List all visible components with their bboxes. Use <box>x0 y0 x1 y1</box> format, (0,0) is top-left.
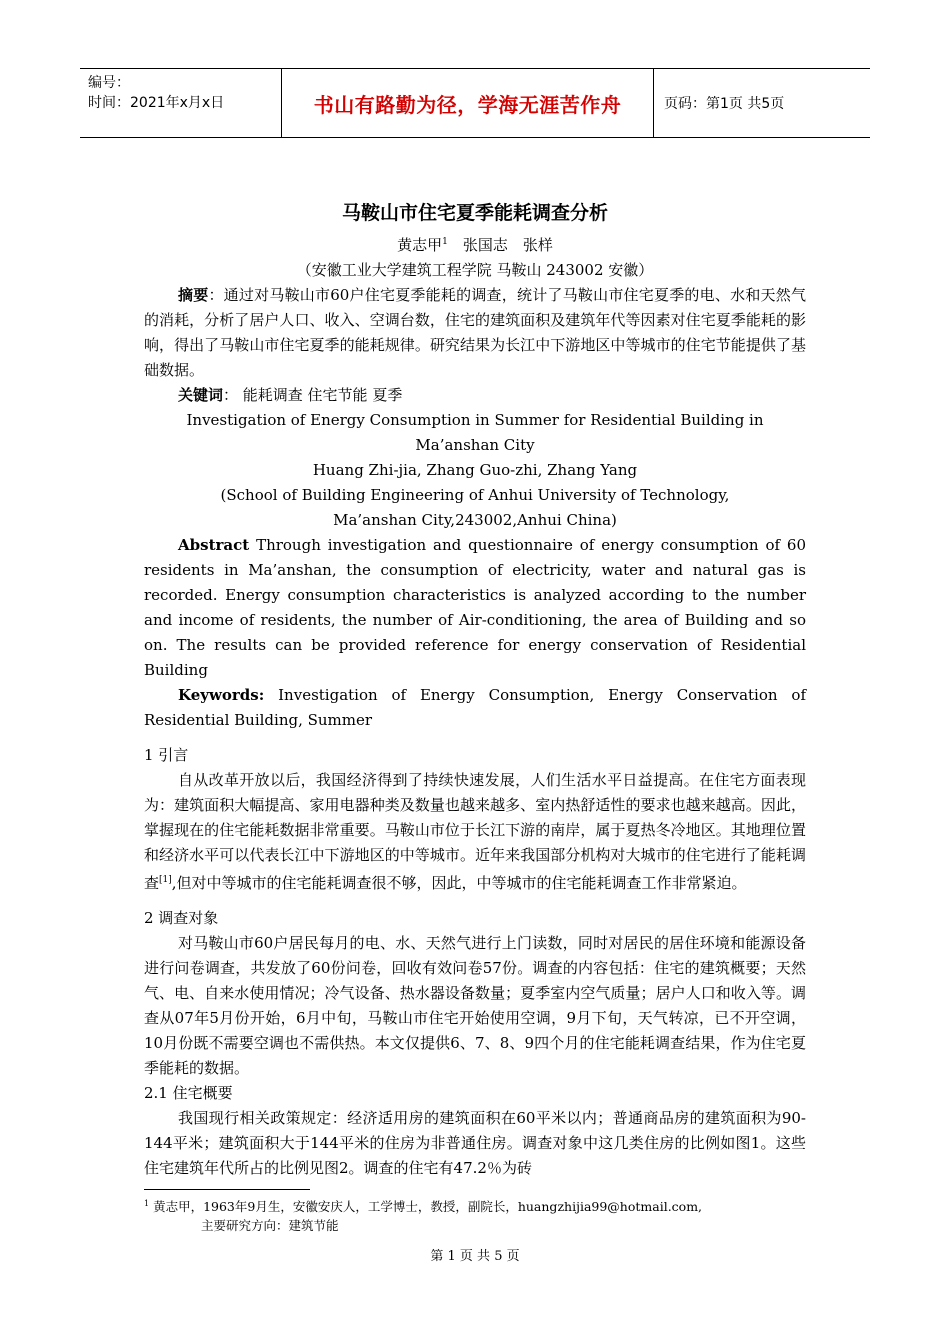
footnote-divider <box>144 1189 310 1190</box>
header-page: 页码：第1页 共5页 <box>664 96 785 112</box>
header-meta <box>80 69 282 137</box>
header-motto: 书山有路勤为径，学海无涯苦作舟 <box>313 92 622 117</box>
paper-affiliation: （安徽工业大学建筑工程学院 马鞍山 243002 安徽） <box>296 261 654 279</box>
citation: [1] <box>159 875 172 885</box>
section-2-heading: 2 调查对象 <box>144 909 219 927</box>
paper-authors: 黄志甲$^1$ 张国志 张样 <box>397 236 553 254</box>
document-header <box>80 68 870 138</box>
section-2-1-paragraph: 我国现行相关政策规定：经济适用房的建筑面积在60平米以内；普通商品房的建筑面积为90-144平米；建筑面积大于144平米的住房为非普通住房。调查对象中这几类住房的比例如图1。这些住宅建筑年代所占的比例见图2。调查的住宅有47.2％为砖 <box>144 1109 806 1177</box>
abstract-cn: 摘要：通过对马鞍山市60户住宅夏季能耗的调查，统计了马鞍山市住宅夏季的电、水和天然气的消耗，分析了居户人口、收入、空调台数，住宅的建筑面积及建筑年代等因素对住宅夏季能耗的影响，得出了马鞍山市住宅夏季的能耗规律。研究结果为长江中下游地区中等城市的住宅节能提供了基础数据。 <box>144 286 806 379</box>
section-2-1-heading: 2.1 住宅概要 <box>144 1084 233 1102</box>
footnote-line-2: 主要研究方向：建筑节能 <box>201 1218 339 1234</box>
paper-title: 马鞍山市住宅夏季能耗调查分析 <box>341 202 608 224</box>
footnote <box>144 1194 806 1235</box>
english-authors: Huang Zhi-jia, Zhang Guo-zhi, Zhang Yang <box>312 461 638 479</box>
english-affiliation: (School of Building Engineering of Anhui University of Technology, Ma’anshan City,243002,Anhui China) <box>220 486 730 529</box>
paper-body <box>144 196 806 1181</box>
footnote-line-1: $^1$ 黄志甲，1963年9月生，安徽安庆人，工学博士，教授，副院长，huangzhijia99@hotmail.com, <box>144 1199 703 1215</box>
header-time: 时间：2021年x月x日 <box>88 95 225 111</box>
keywords-en: Keywords: Investigation of Energy Consumption, Energy Conservation of Residential Building, Summer <box>144 686 806 729</box>
abstract-en: Abstract Through investigation and questionnaire of energy consumption of 60 residents in Ma’anshan, the consumption of electricity, water and natural gas is recorded. Energy consumption characteristics is analyzed according to the number and income of residents, the number of Air-conditioning, the area of Building and so on. The results can be provided reference for energy conservation of Residential Building <box>144 536 806 679</box>
header-motto-cell <box>282 69 654 137</box>
section-2-paragraph: 对马鞍山市60户居民每月的电、水、天然气进行上门读数，同时对居民的居住环境和能源设备进行问卷调查，共发放了60份问卷，回收有效问卷57份。调查的内容包括：住宅的建筑概要；天然气、电、自来水使用情况；冷气设备、热水器设备数量；夏季室内空气质量；居户人口和收入等。调查从07年5月份开始，6月中旬，马鞍山市住宅开始使用空调，9月下旬，天气转凉，已不开空调，10月份既不需要空调也不需供热。本文仅提供6、7、8、9四个月的住宅能耗调查结果，作为住宅夏季能耗的数据。 <box>144 934 806 1077</box>
section-1-heading: 1 引言 <box>144 746 189 764</box>
section-1-paragraph: 自从改革开放以后，我国经济得到了持续快速发展，人们生活水平日益提高。在住宅方面表现为：建筑面积大幅提高、家用电器种类及数量也越来越多、室内热舒适性的要求也越来越高。因此，掌握现在的住宅能耗数据非常重要。马鞍山市位于长江下游的南岸，属于夏热冬冷地区。其地理位置和经济水平可以代表长江中下游地区的中等城市。近年来我国部分机构对大城市的住宅进行了能耗调查[1],但对中等城市的住宅能耗调查很不够，因此，中等城市的住宅能耗调查工作非常紧迫。 <box>144 771 806 892</box>
keywords-cn: 关键词： 能耗调查 住宅节能 夏季 <box>178 386 403 404</box>
page-number-footer: 第 1 页 共 5 页 <box>430 1249 520 1264</box>
english-title: Investigation of Energy Consumption in Summer for Residential Building in Ma’anshan City <box>186 411 764 454</box>
header-number: 编号： <box>88 75 130 91</box>
